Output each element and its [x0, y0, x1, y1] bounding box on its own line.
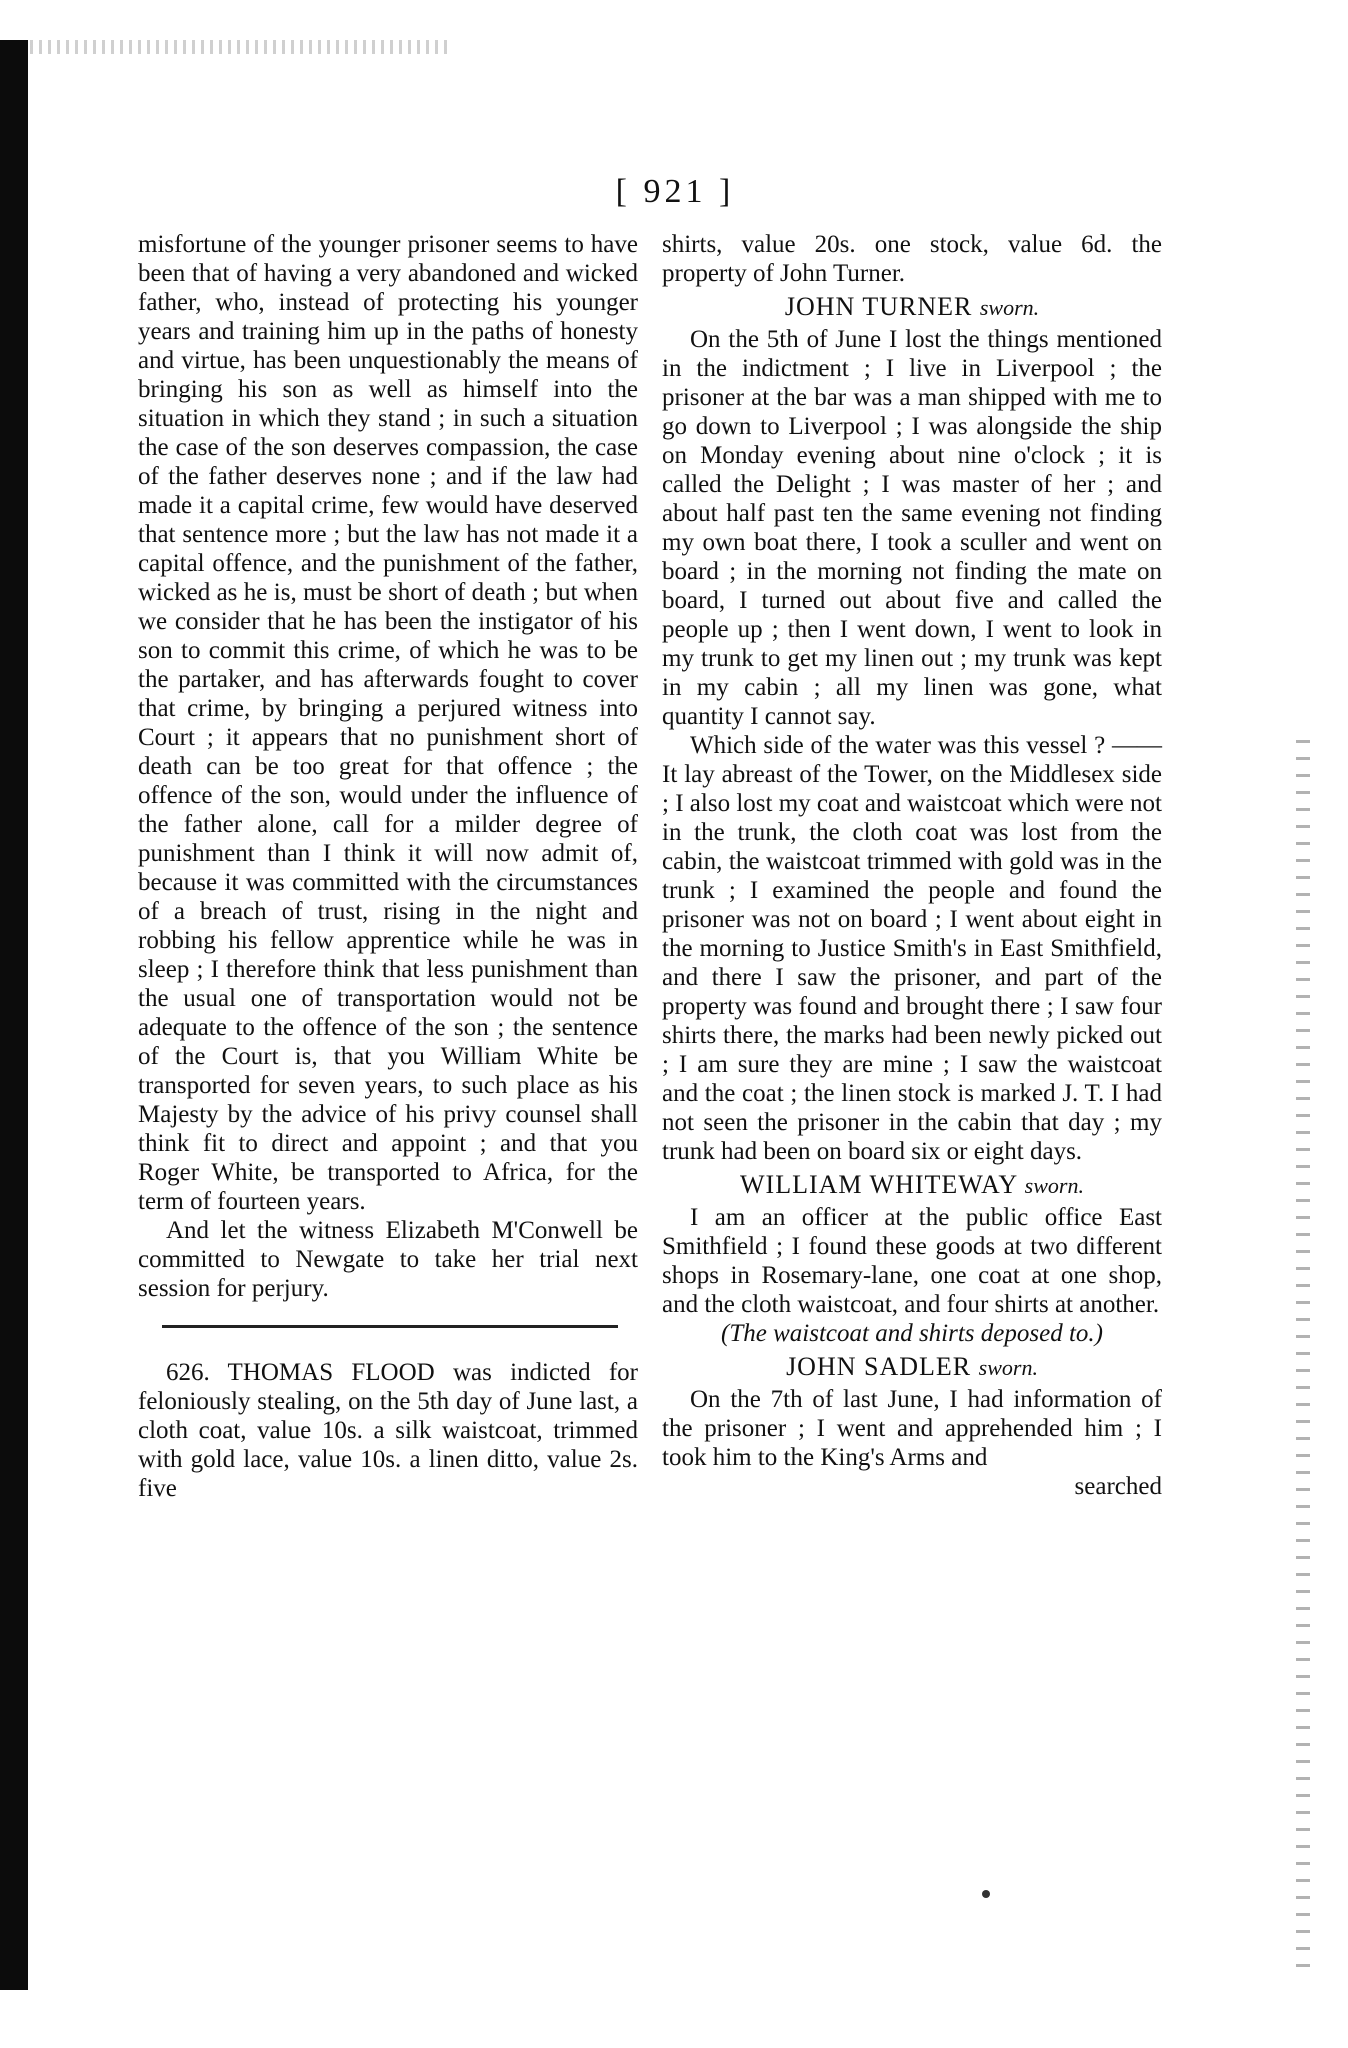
page-binding-shadow	[0, 40, 28, 1990]
sentence-paragraph: misfortune of the younger prisoner seems to have been that of having a very abandoned and wicked father, who, instead of protecting his younger years and training him up in the paths of honesty and virtue, has been unquestionably the means of bringing his son as well as himself into the situation in which they stand ; in such a situation the case of the son deserves compassion, the case of the father deserves none ; and if the law had made it a capital crime, few would have deserved that sentence more ; but the law has not made it a capital offence, and the punishment of the father, wicked as he is, must be short of death ; but when we consider that he has been the instigator of his son to commit this crime, of which he was to be the partaker, and has afterwards fought to cover that crime, by bringing a perjured witness into Court ; it appears that no punishment short of death can be too great for that offence ; the offence of the son, would under the influence of the father alone, call for a milder degree of punishment than I think it will now admit of, because it was committed with the circumstances of a breach of trust, rising in the night and robbing his fellow apprentice while he was in sleep ; I therefore think that less punishment than the usual one of transportation would not be adequate to the offence of the son ; the sentence of the Court is, that you William White be transported for seven years, to such place as his Majesty by the advice of his privy counsel shall think fit to direct and appoint ; and that you Roger White, be transported to Africa, for the term of fourteen years.	[138, 231, 638, 1215]
witness-heading-john-turner	[662, 290, 1162, 325]
scan-smudge	[30, 40, 450, 54]
witness-heading-william-whiteway	[662, 1168, 1162, 1203]
sworn-label: sworn.	[978, 1355, 1038, 1380]
sworn-label: sworn.	[979, 295, 1040, 320]
witness-name: JOHN SADLER	[786, 1352, 972, 1381]
testimony-paragraph: I am an officer at the public office East Smithfield ; I found these goods at two different shops in Rosemary-lane, one coat at one shop, and the cloth waistcoat, and four shirts at another.	[662, 1204, 1162, 1318]
section-divider	[162, 1325, 618, 1328]
ink-mark	[982, 1890, 990, 1898]
right-column	[662, 230, 1162, 1501]
page-number: [ 921 ]	[615, 173, 735, 210]
indictment-paragraph: 626. THOMAS FLOOD was indicted for feloniously stealing, on the 5th day of June last, a cloth coat, value 10s. a silk waistcoat, trimmed with gold lace, value 10s. a linen ditto, value 2s. five	[138, 1359, 638, 1502]
margin-specks	[1296, 740, 1310, 1980]
catchword: searched	[1074, 1473, 1162, 1500]
witness-heading-john-sadler	[662, 1350, 1162, 1385]
witness-committal-paragraph: And let the witness Elizabeth M'Conwell be committed to Newgate to take her trial next session for perjury.	[138, 1217, 638, 1302]
exhibit-note: (The waistcoat and shirts deposed to.)	[721, 1320, 1103, 1347]
left-column	[138, 230, 638, 1503]
witness-name: JOHN TURNER	[784, 292, 973, 321]
witness-name: WILLIAM WHITEWAY	[740, 1170, 1018, 1199]
property-continuation: shirts, value 20s. one stock, value 6d. the property of John Turner.	[662, 231, 1162, 287]
testimony-paragraph: On the 7th of last June, I had information of the prisoner ; I went and apprehended him ; I took him to the King's Arms and	[662, 1386, 1162, 1471]
testimony-paragraph: On the 5th of June I lost the things mentioned in the indictment ; I live in Liverpool ; the prisoner at the bar was a man shipped with me to go down to Liverpool ; I was alongside the ship on Monday evening about nine o'clock ; it is called the Delight ; I was master of her ; and about half past ten the same evening not finding my own boat there, I took a sculler and went on board ; in the morning not finding the mate on board, I turned out about five and called the people up ; then I went down, I went to look in my trunk to get my linen out ; my trunk was kept in my cabin ; all my linen was gone, what quantity I cannot say.	[662, 326, 1162, 730]
testimony-paragraph: Which side of the water was this vessel ? ——It lay abreast of the Tower, on the Middlesex side ; I also lost my coat and waistcoat which were not in the trunk, the cloth coat was lost from the cabin, the waistcoat trimmed with gold was in the trunk ; I examined the people and found the prisoner was not on board ; I went about eight in the morning to Justice Smith's in East Smithfield, and there I saw the prisoner, and part of the property was found and brought there ; I saw four shirts there, the marks had been newly picked out ; I am sure they are mine ; I saw the waistcoat and the coat ; the linen stock is marked J. T. I had not seen the prisoner in the cabin that day ; my trunk had been on board six or eight days.	[662, 732, 1162, 1165]
sworn-label: sworn.	[1024, 1173, 1084, 1198]
